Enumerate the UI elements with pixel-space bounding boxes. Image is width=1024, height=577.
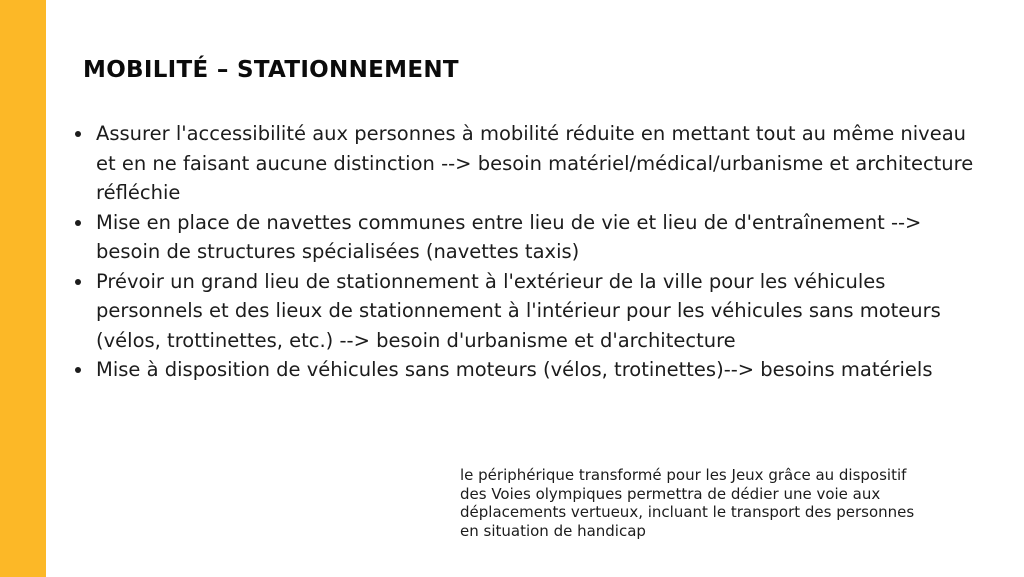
footnote-text: le périphérique transformé pour les Jeux grâce au dispositif des Voies olympiques permettra de dédier une voie aux déplacements vertueux, incluant le transport des personnes en situation de handicap [460,466,915,540]
bullet-list [72,119,978,385]
left-accent-bar [0,0,46,577]
bullet-item: • Prévoir un grand lieu de stationnement à l'extérieur de la ville pour les véhicules personnels et des lieux de stationnement à l'intérieur pour les véhicules sans moteurs (vélos, trottinettes, etc.) --> besoin d'urbanisme et d'architecture [94,267,978,356]
slide-title: MOBILITÉ – STATIONNEMENT [83,57,459,83]
bullet-item: • Mise en place de navettes communes entre lieu de vie et lieu de d'entraînement --> besoin de structures spécialisées (navettes taxis) [94,208,978,267]
bullet-item: • Mise à disposition de véhicules sans moteurs (vélos, trotinettes)--> besoins matériels [94,355,978,385]
bullet-item: • Assurer l'accessibilité aux personnes à mobilité réduite en mettant tout au même niveau et en ne faisant aucune distinction --> besoin matériel/médical/urbanisme et architecture réfléchie [94,119,978,208]
